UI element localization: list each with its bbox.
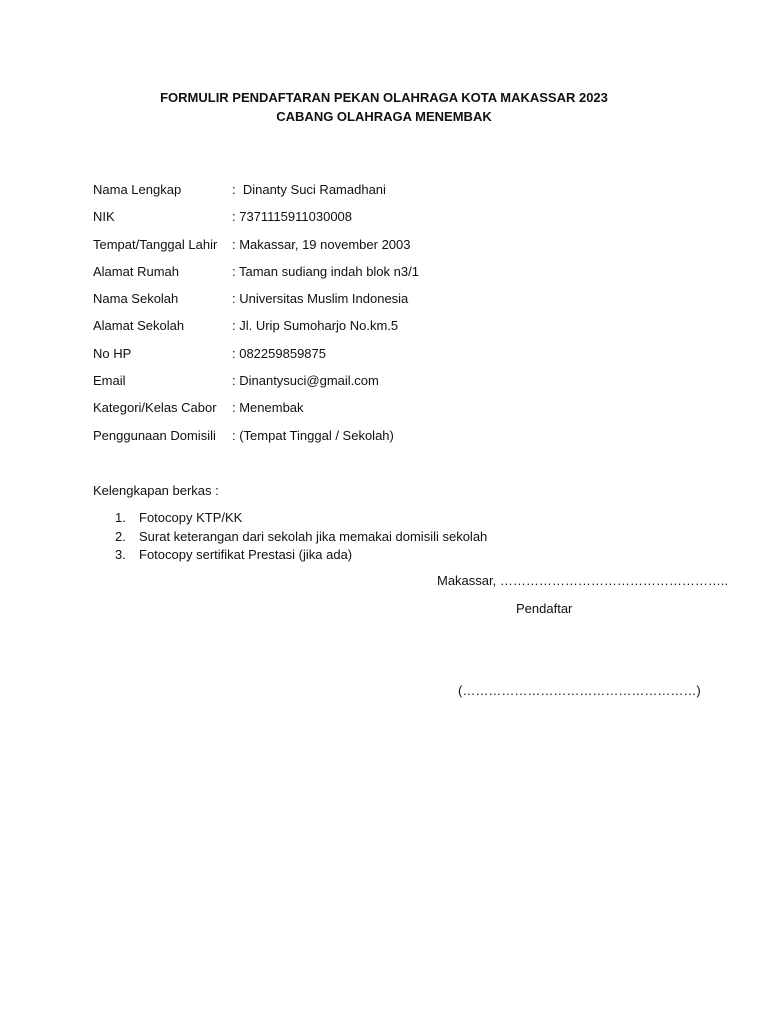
field-value: : Jl. Urip Sumoharjo No.km.5	[232, 318, 399, 334]
field-value: : (Tempat Tinggal / Sekolah)	[232, 427, 394, 443]
field-value: : Dinantysuci@gmail.com	[232, 373, 379, 389]
attachments-heading: Kelengkapan berkas :	[93, 483, 219, 498]
list-number: 2.	[115, 528, 126, 544]
field-full-name	[93, 182, 693, 209]
field-nik	[93, 209, 693, 236]
registration-fields	[93, 182, 693, 455]
field-value: : Taman sudiang indah blok n3/1	[232, 263, 419, 279]
field-value: : 7371115911030008	[232, 209, 353, 225]
field-label: Alamat Sekolah	[93, 318, 185, 334]
field-label: Alamat Rumah	[93, 263, 179, 279]
field-birth-place-date	[93, 237, 693, 264]
field-label: Email	[93, 373, 126, 389]
field-label: No HP	[93, 345, 132, 361]
list-text: Fotocopy sertifikat Prestasi (jika ada)	[139, 547, 353, 562]
field-domicile	[93, 428, 693, 455]
field-label: NIK	[93, 209, 115, 225]
field-label: Kategori/Kelas Cabor	[93, 400, 217, 416]
field-email	[93, 373, 693, 400]
list-item	[115, 547, 487, 566]
signature-place-date: Makassar, ……………………………………………..	[437, 573, 729, 588]
field-value: : Makassar, 19 november 2003	[232, 236, 411, 252]
list-number: 1.	[115, 510, 126, 525]
list-item	[115, 510, 487, 529]
field-value: : Menembak	[232, 400, 304, 416]
field-category	[93, 400, 693, 427]
field-value: : 082259859875	[232, 345, 326, 361]
form-subtitle: CABANG OLAHRAGA MENEMBAK	[276, 109, 492, 124]
list-number: 3.	[115, 547, 126, 562]
signature-name-blank: (………………………………………………)	[458, 683, 701, 698]
field-label: Nama Sekolah	[93, 291, 179, 307]
field-school-name	[93, 291, 693, 318]
list-item	[115, 529, 487, 548]
field-phone	[93, 346, 693, 373]
form-title: FORMULIR PENDAFTARAN PEKAN OLAHRAGA KOTA MAKASSAR 2023	[160, 90, 608, 105]
field-school-address	[93, 318, 693, 345]
field-label: Penggunaan Domisili	[93, 427, 216, 443]
field-home-address	[93, 264, 693, 291]
list-text: Surat keterangan dari sekolah jika memakai domisili sekolah	[139, 528, 488, 544]
field-value: : Dinanty Suci Ramadhani	[232, 182, 386, 197]
field-label: Tempat/Tanggal Lahir	[93, 236, 218, 252]
field-label: Nama Lengkap	[93, 182, 182, 197]
signature-role: Pendaftar	[516, 601, 573, 616]
field-value: : Universitas Muslim Indonesia	[232, 291, 409, 307]
list-text: Fotocopy KTP/KK	[139, 510, 243, 525]
attachments-list	[115, 510, 487, 566]
